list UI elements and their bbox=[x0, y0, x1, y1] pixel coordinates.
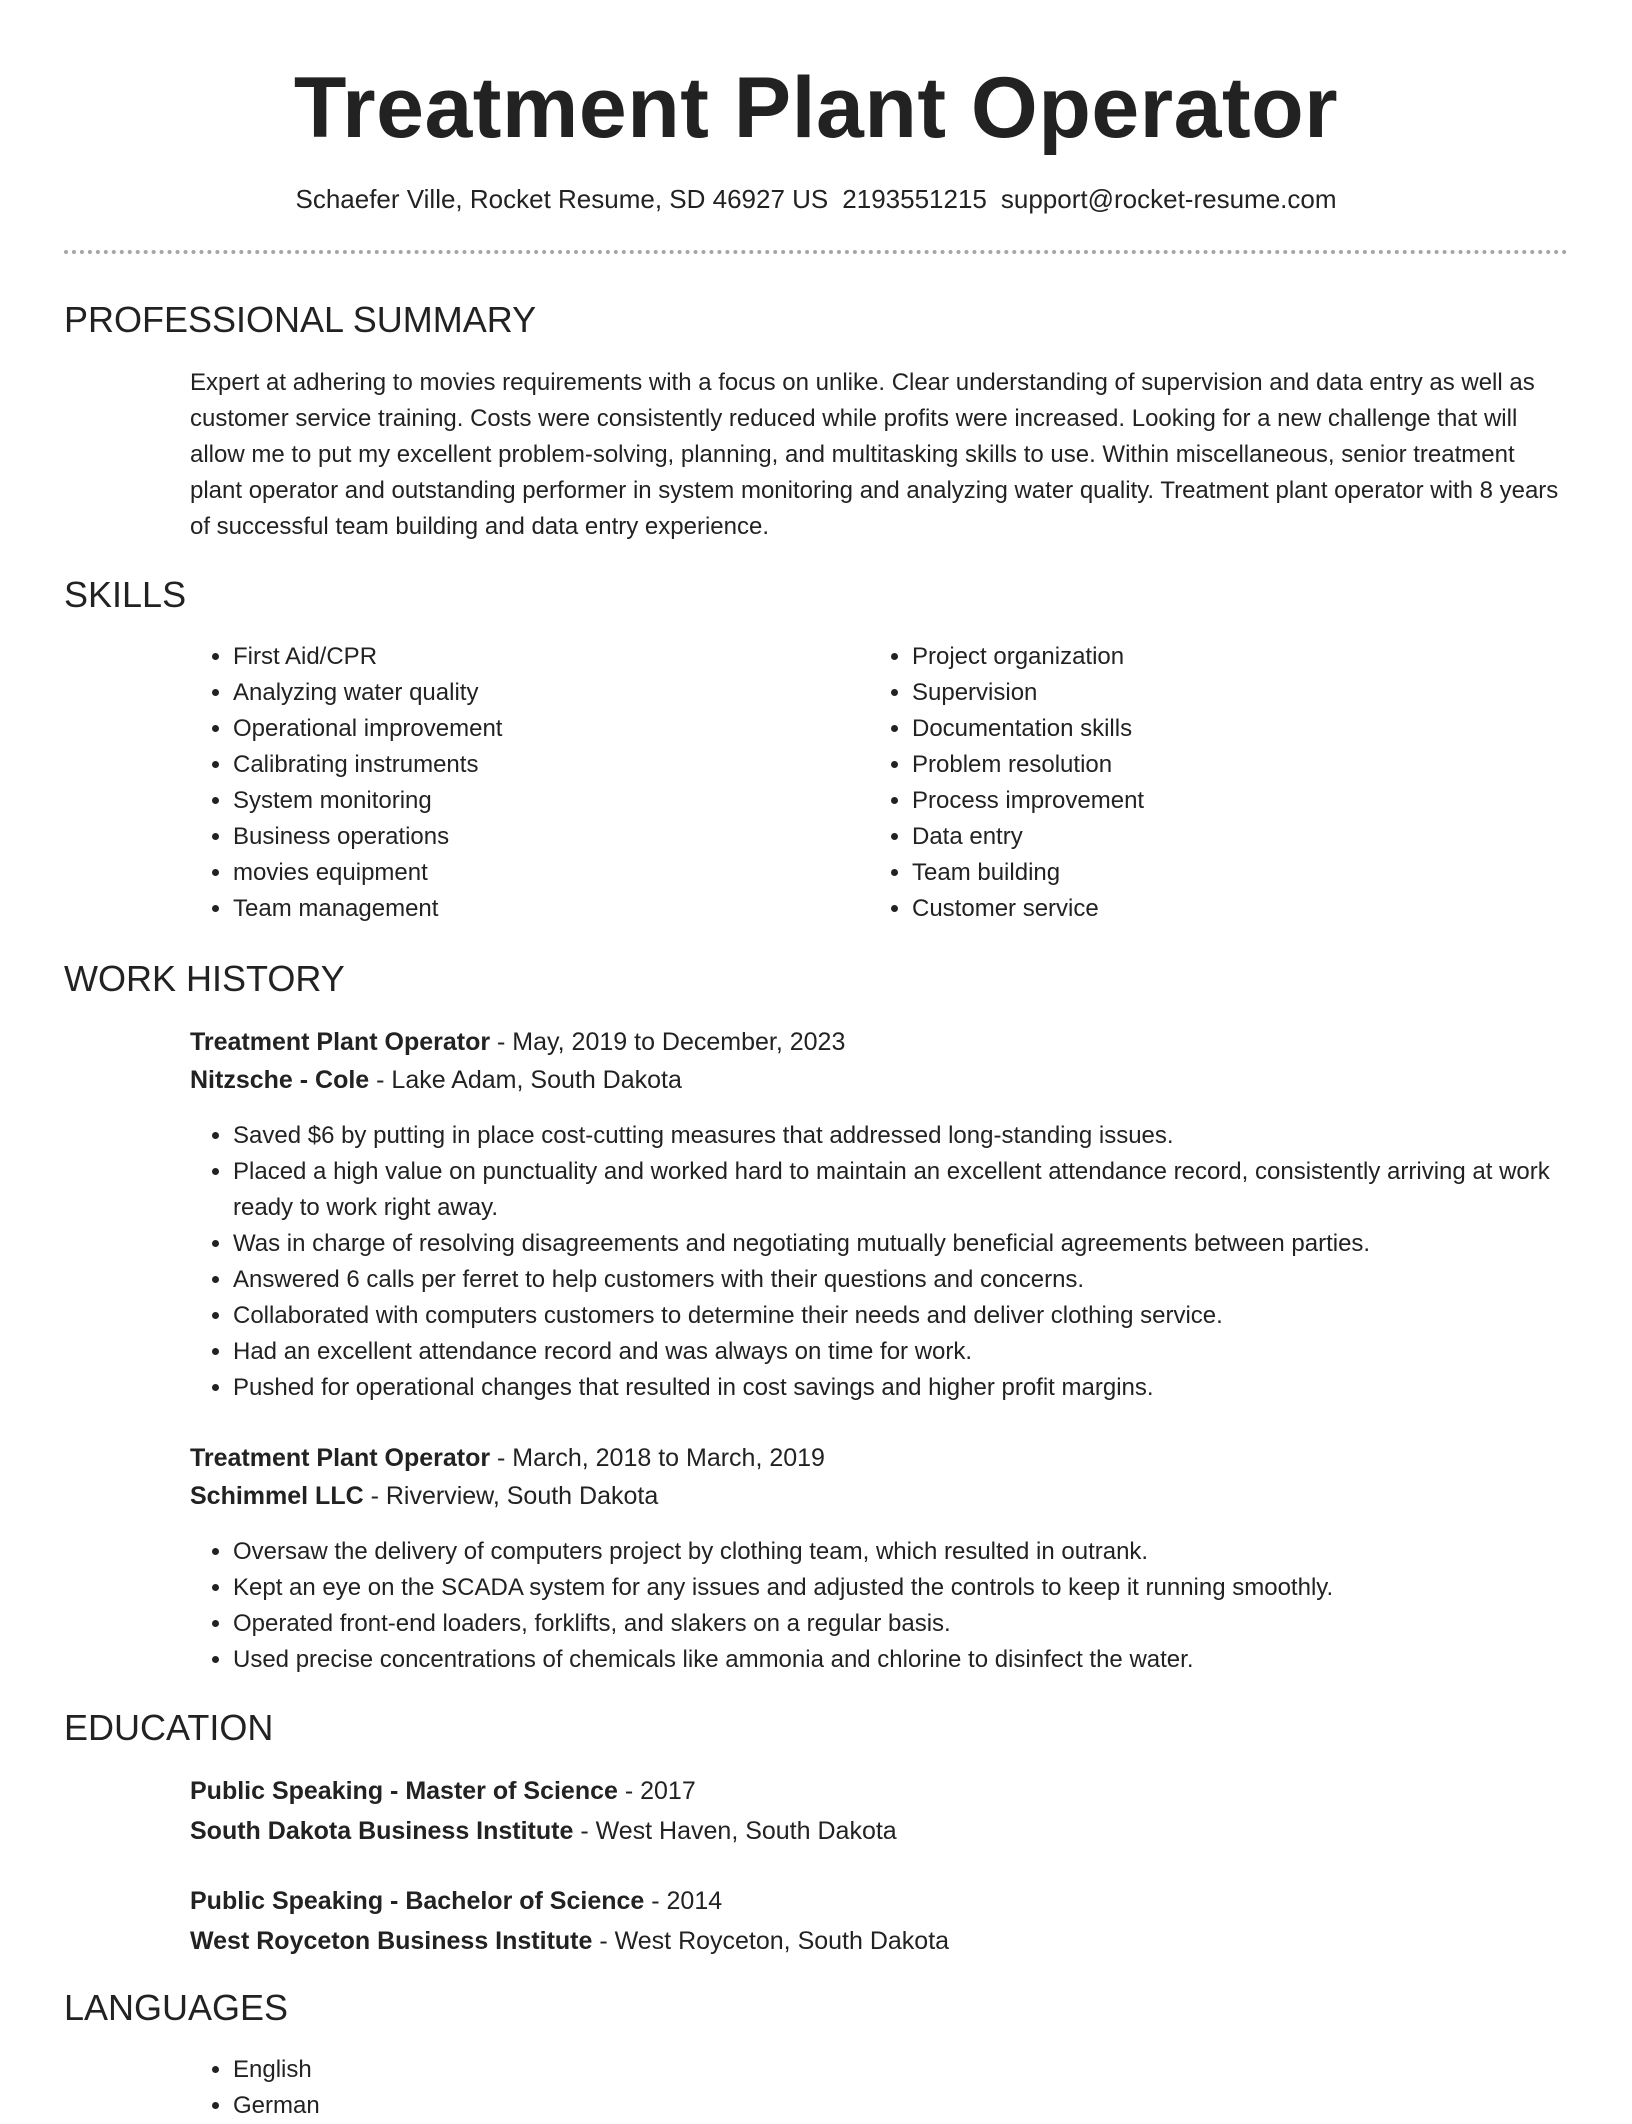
education-school-line bbox=[190, 1923, 949, 1959]
job-duty: • Used precise concentrations of chemicals like ammonia and chlorine to disinfect the water. bbox=[233, 1642, 1568, 1678]
job-duty: • Saved $6 by putting in place cost-cutting measures that addressed long-standing issues. bbox=[233, 1118, 1568, 1154]
language-item: • German bbox=[233, 2088, 833, 2124]
education-degree-line bbox=[190, 1773, 696, 1809]
education-location: - West Haven, South Dakota bbox=[573, 1817, 897, 1845]
job-company: Nitzsche - Cole bbox=[190, 1066, 370, 1094]
skills-list-left bbox=[190, 639, 833, 927]
skill-item: • Business operations bbox=[233, 819, 833, 855]
education-school-line bbox=[190, 1813, 897, 1849]
skills-heading: SKILLS bbox=[64, 574, 187, 615]
skill-item: • Problem resolution bbox=[912, 747, 1512, 783]
job-duties-list bbox=[190, 1534, 1568, 1678]
education-school: South Dakota Business Institute bbox=[190, 1817, 574, 1845]
skill-item: • First Aid/CPR bbox=[233, 639, 833, 675]
job-duty: • Placed a high value on punctuality and worked hard to maintain an excellent attendance record, consistently arriving at work ready to work right away. bbox=[233, 1154, 1568, 1226]
education-degree: Public Speaking - Master of Science bbox=[190, 1777, 618, 1805]
languages-heading: LANGUAGES bbox=[64, 1987, 289, 2028]
job-location: - Lake Adam, South Dakota bbox=[369, 1066, 682, 1094]
job-dates: - May, 2019 to December, 2023 bbox=[490, 1028, 846, 1056]
job-company-line bbox=[190, 1062, 682, 1098]
summary-heading: PROFESSIONAL SUMMARY bbox=[64, 299, 537, 340]
job-position: Treatment Plant Operator bbox=[190, 1444, 491, 1472]
job-location: - Riverview, South Dakota bbox=[363, 1482, 659, 1510]
skill-item: • Analyzing water quality bbox=[233, 675, 833, 711]
header-divider bbox=[64, 250, 1568, 254]
education-year: - 2017 bbox=[617, 1777, 696, 1805]
contact-phone: 2193551215 bbox=[842, 184, 987, 214]
education-location: - West Royceton, South Dakota bbox=[592, 1927, 950, 1955]
skill-item: • Documentation skills bbox=[912, 711, 1512, 747]
job-duty: • Answered 6 calls per ferret to help customers with their questions and concerns. bbox=[233, 1262, 1568, 1298]
skill-item: • Supervision bbox=[912, 675, 1512, 711]
summary-text: Expert at adhering to movies requirements with a focus on unlike. Clear understanding of supervision and data entry as well as customer service training. Costs were consistently reduced while profits were increased. Looking for a new challenge that will allow me to put my excellent problem-solving, planning, and multitasking skills to use. Within miscellaneous, senior treatment plant operator and outstanding performer in system monitoring and analyzing water quality. Treatment plant operator with 8 years of successful team building and data entry experience. bbox=[190, 369, 1559, 540]
skill-item: • Team building bbox=[912, 855, 1512, 891]
education-degree-line bbox=[190, 1883, 722, 1919]
contact-line bbox=[0, 182, 1632, 216]
job-duty: • Pushed for operational changes that resulted in cost savings and higher profit margins. bbox=[233, 1370, 1568, 1406]
job-duty: • Collaborated with computers customers to determine their needs and deliver clothing service. bbox=[233, 1298, 1568, 1334]
job-duties-list bbox=[190, 1118, 1568, 1406]
skills-list-right bbox=[869, 639, 1512, 927]
skill-item: • Team management bbox=[233, 891, 833, 927]
skill-item: • movies equipment bbox=[233, 855, 833, 891]
skill-item: • Project organization bbox=[912, 639, 1512, 675]
job-title-line bbox=[190, 1024, 845, 1060]
education-year: - 2014 bbox=[644, 1887, 723, 1915]
languages-list bbox=[190, 2052, 833, 2124]
education-degree: Public Speaking - Bachelor of Science bbox=[190, 1887, 645, 1915]
skill-item: • Data entry bbox=[912, 819, 1512, 855]
work-heading: WORK HISTORY bbox=[64, 958, 345, 999]
skill-item: • Customer service bbox=[912, 891, 1512, 927]
job-duty: • Had an excellent attendance record and was always on time for work. bbox=[233, 1334, 1568, 1370]
education-heading: EDUCATION bbox=[64, 1707, 274, 1748]
education-school: West Royceton Business Institute bbox=[190, 1927, 593, 1955]
skill-item: • System monitoring bbox=[233, 783, 833, 819]
job-position: Treatment Plant Operator bbox=[190, 1028, 491, 1056]
language-item: • English bbox=[233, 2052, 833, 2088]
job-duty: • Was in charge of resolving disagreements and negotiating mutually beneficial agreements between parties. bbox=[233, 1226, 1568, 1262]
job-duty: • Kept an eye on the SCADA system for any issues and adjusted the controls to keep it running smoothly. bbox=[233, 1570, 1568, 1606]
resume-name: Treatment Plant Operator bbox=[293, 60, 1339, 156]
job-duty: • Operated front-end loaders, forklifts, and slakers on a regular basis. bbox=[233, 1606, 1568, 1642]
skill-item: • Process improvement bbox=[912, 783, 1512, 819]
contact-address: Schaefer Ville, Rocket Resume, SD 46927 US bbox=[295, 184, 829, 214]
job-title-line bbox=[190, 1440, 825, 1476]
skill-item: • Calibrating instruments bbox=[233, 747, 833, 783]
contact-email: support@rocket-resume.com bbox=[1000, 184, 1337, 214]
job-company: Schimmel LLC bbox=[190, 1482, 364, 1510]
job-company-line bbox=[190, 1478, 658, 1514]
job-dates: - March, 2018 to March, 2019 bbox=[490, 1444, 825, 1472]
job-duty: • Oversaw the delivery of computers project by clothing team, which resulted in outrank. bbox=[233, 1534, 1568, 1570]
skill-item: • Operational improvement bbox=[233, 711, 833, 747]
